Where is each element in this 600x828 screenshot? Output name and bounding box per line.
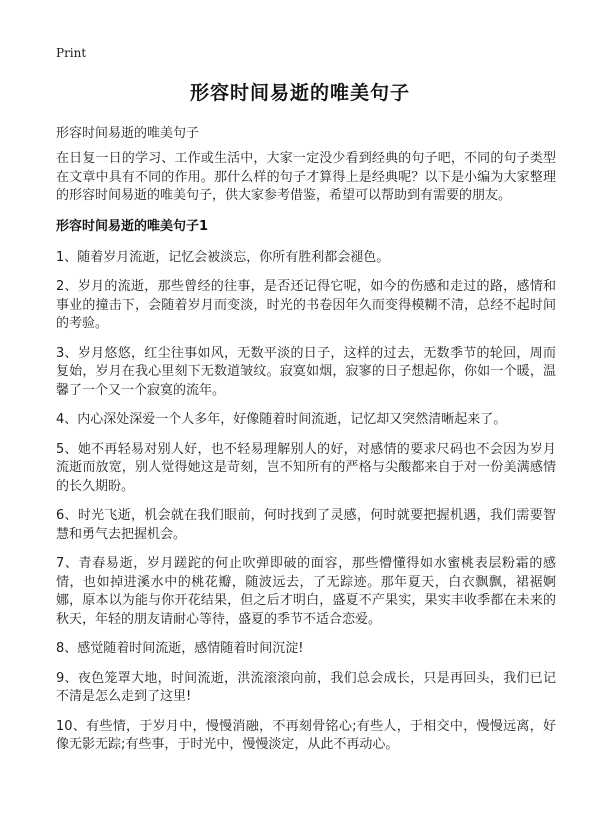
section-heading: 形容时间易逝的唯美句子1 — [56, 218, 209, 234]
intro-paragraph: 在日复一日的学习、工作或生活中，大家一定没少看到经典的句子吧，不同的句子类型在文章中具有不同的作用。那什么样的句子才算得上是经典呢？以下是小编为大家整理的形容时间易逝的唯美句子，供大家参考借鉴，希望可以帮助到有需要的朋友。 — [56, 151, 556, 203]
list-item: 8、感觉随着时间流逝，感情随着时间沉淀! — [56, 641, 304, 656]
print-link[interactable]: Print — [56, 46, 87, 60]
list-item: 10、有些情，于岁月中，慢慢消融，不再刻骨铭心;有些人，于相交中，慢慢远离，好像无影无踪;有些事，于时光中，慢慢淡定，从此不再动心。 — [56, 718, 556, 752]
article-subtitle: 形容时间易逝的唯美句子 — [56, 126, 200, 141]
list-item: 3、岁月悠悠，红尘往事如风，无数平淡的日子，这样的过去，无数季节的轮回，周而复始，岁月在我心里刻下无数道皱纹。寂寞如烟，寂寥的日子想起你，你如一个暖，温馨了一个又一个寂寞的流年。 — [56, 345, 556, 398]
list-item: 5、她不再轻易对别人好，也不轻易理解别人的好，对感情的要求尺码也不会因为岁月流逝而放宽，别人觉得她这是苛刻，岂不知所有的严格与尖酸都来自于对一份美满感情的长久期盼。 — [56, 441, 556, 494]
list-item: 2、岁月的流逝，那些曾经的往事，是否还记得它呢，如今的伤感和走过的路，感情和事业的撞击下，会随着岁月而变淡，时光的书卷因年久而变得模糊不清，总经不起时间的考验。 — [56, 279, 556, 331]
article-title: 形容时间易逝的唯美句子 — [189, 82, 410, 104]
list-item: 9、夜色笼罩大地，时间流逝，洪流滚滚向前，我们总会成长，只是再回头，我们已记不清是怎么走到了这里! — [56, 670, 556, 704]
article-body — [56, 150, 556, 766]
list-item: 4、内心深处深爱一个人多年，好像随着时间流逝，记忆却又突然清晰起来了。 — [56, 412, 507, 427]
list-item: 7、青春易逝，岁月蹉跎的何止吹弹即破的面容，那些懵懂得如水蜜桃表层粉霜的感情，也如掉进溪水中的桃花瓣，随波远去，了无踪迹。那年夏天，白衣飘飘，裙裾婀娜，原本以为能与你开花结果，但之后才明白，盛夏不产果实，果实丰收季都在未来的秋天，年轻的朋友请耐心等待，盛夏的季节不适合恋爱。 — [56, 556, 556, 627]
list-item: 6、时光飞逝，机会就在我们眼前，何时找到了灵感，何时就要把握机遇，我们需要智慧和勇气去把握机会。 — [56, 508, 556, 542]
list-item: 1、随着岁月流逝，记忆会被淡忘，你所有胜利都会褪色。 — [56, 249, 390, 265]
